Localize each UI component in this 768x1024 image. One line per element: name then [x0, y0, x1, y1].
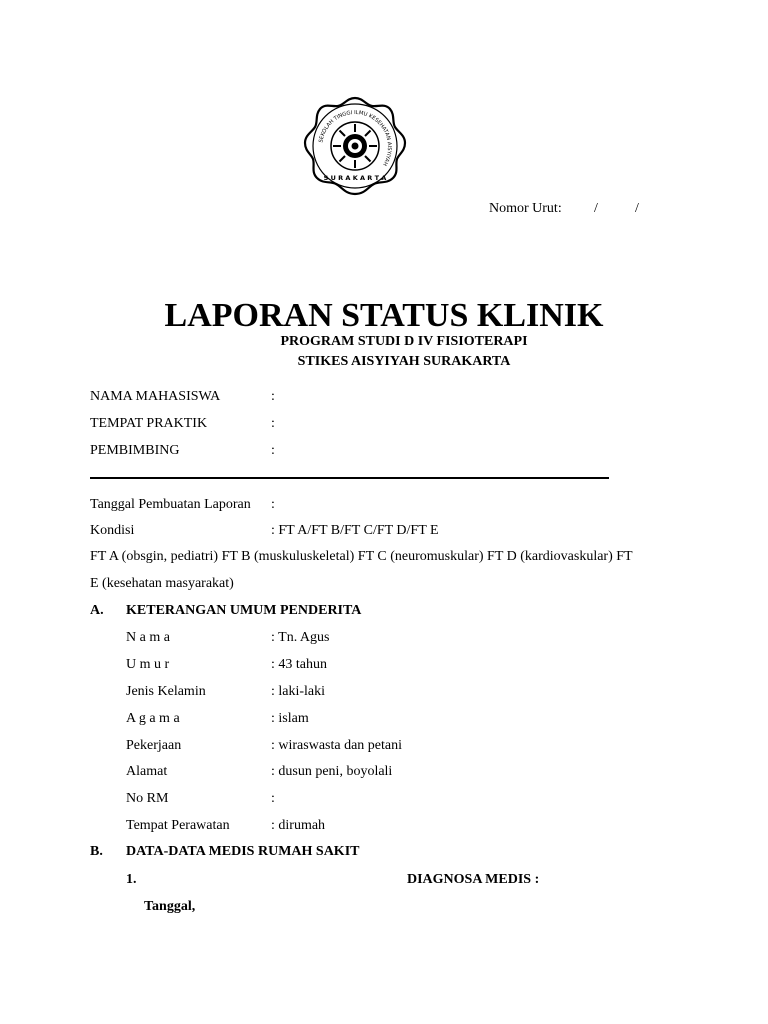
diagnosa-medis-label: DIAGNOSA MEDIS :: [407, 872, 540, 887]
patient-occupation-label: Pekerjaan: [126, 738, 182, 753]
nomor-urut-slash-2: /: [635, 201, 639, 216]
patient-care-place-value: : dirumah: [271, 818, 326, 833]
student-name-label: NAMA MAHASISWA: [90, 389, 221, 404]
patient-name-value: : Tn. Agus: [271, 630, 330, 645]
patient-occupation-value: : wiraswasta dan petani: [271, 738, 403, 753]
kondisi-value: : FT A/FT B/FT C/FT D/FT E: [271, 523, 439, 538]
institution-logo: [300, 92, 410, 202]
practice-place-label: TEMPAT PRAKTIK: [90, 416, 208, 431]
supervisor-label: PEMBIMBING: [90, 443, 180, 458]
patient-care-place-label: Tempat Perawatan: [126, 818, 230, 833]
page-title: LAPORAN STATUS KLINIK: [164, 297, 604, 334]
patient-name-label: N a m a: [126, 630, 170, 645]
section-b-item-number: 1.: [126, 872, 137, 887]
program-subtitle: PROGRAM STUDI D IV FISIOTERAPI: [280, 334, 528, 349]
patient-gender-label: Jenis Kelamin: [126, 684, 206, 699]
patient-age-label: U m u r: [126, 657, 170, 672]
institution-subtitle: STIKES AISYIYAH SURAKARTA: [297, 354, 511, 369]
practice-place-colon: :: [271, 416, 275, 431]
patient-address-label: Alamat: [126, 764, 168, 779]
kondisi-legend-line-2: E (kesehatan masyarakat): [90, 576, 234, 591]
report-date-label: Tanggal Pembuatan Laporan: [90, 497, 251, 512]
patient-religion-value: : islam: [271, 711, 309, 726]
patient-rm-label: No RM: [126, 791, 169, 806]
patient-address-value: : dusun peni, boyolali: [271, 764, 393, 779]
logo-ring-text: SEKOLAH TINGGI ILMU KESEHATAN AISYIYAH: [318, 109, 393, 167]
kondisi-label: Kondisi: [90, 523, 135, 538]
supervisor-colon: :: [271, 443, 275, 458]
institution-seal-icon: [300, 92, 410, 202]
section-a-letter: A.: [90, 603, 104, 618]
kondisi-legend-line-1: FT A (obsgin, pediatri) FT B (muskuluskeletal) FT C (neuromuskular) FT D (kardiovaskular) FT: [90, 549, 633, 564]
section-b-letter: B.: [90, 844, 103, 859]
patient-religion-label: A g a m a: [126, 711, 180, 726]
section-b-title: DATA-DATA MEDIS RUMAH SAKIT: [126, 844, 360, 859]
student-name-colon: :: [271, 389, 275, 404]
divider: [90, 477, 609, 479]
tanggal-label: Tanggal,: [144, 899, 196, 914]
patient-age-value: : 43 tahun: [271, 657, 327, 672]
nomor-urut-slash-1: /: [594, 201, 598, 216]
patient-gender-value: : laki-laki: [271, 684, 326, 699]
patient-rm-value: :: [271, 791, 275, 806]
section-a-title: KETERANGAN UMUM PENDERITA: [126, 603, 362, 618]
nomor-urut-label: Nomor Urut:: [489, 201, 562, 216]
logo-city-text: S U R A K A R T A: [323, 174, 387, 182]
report-date-colon: :: [271, 497, 275, 512]
